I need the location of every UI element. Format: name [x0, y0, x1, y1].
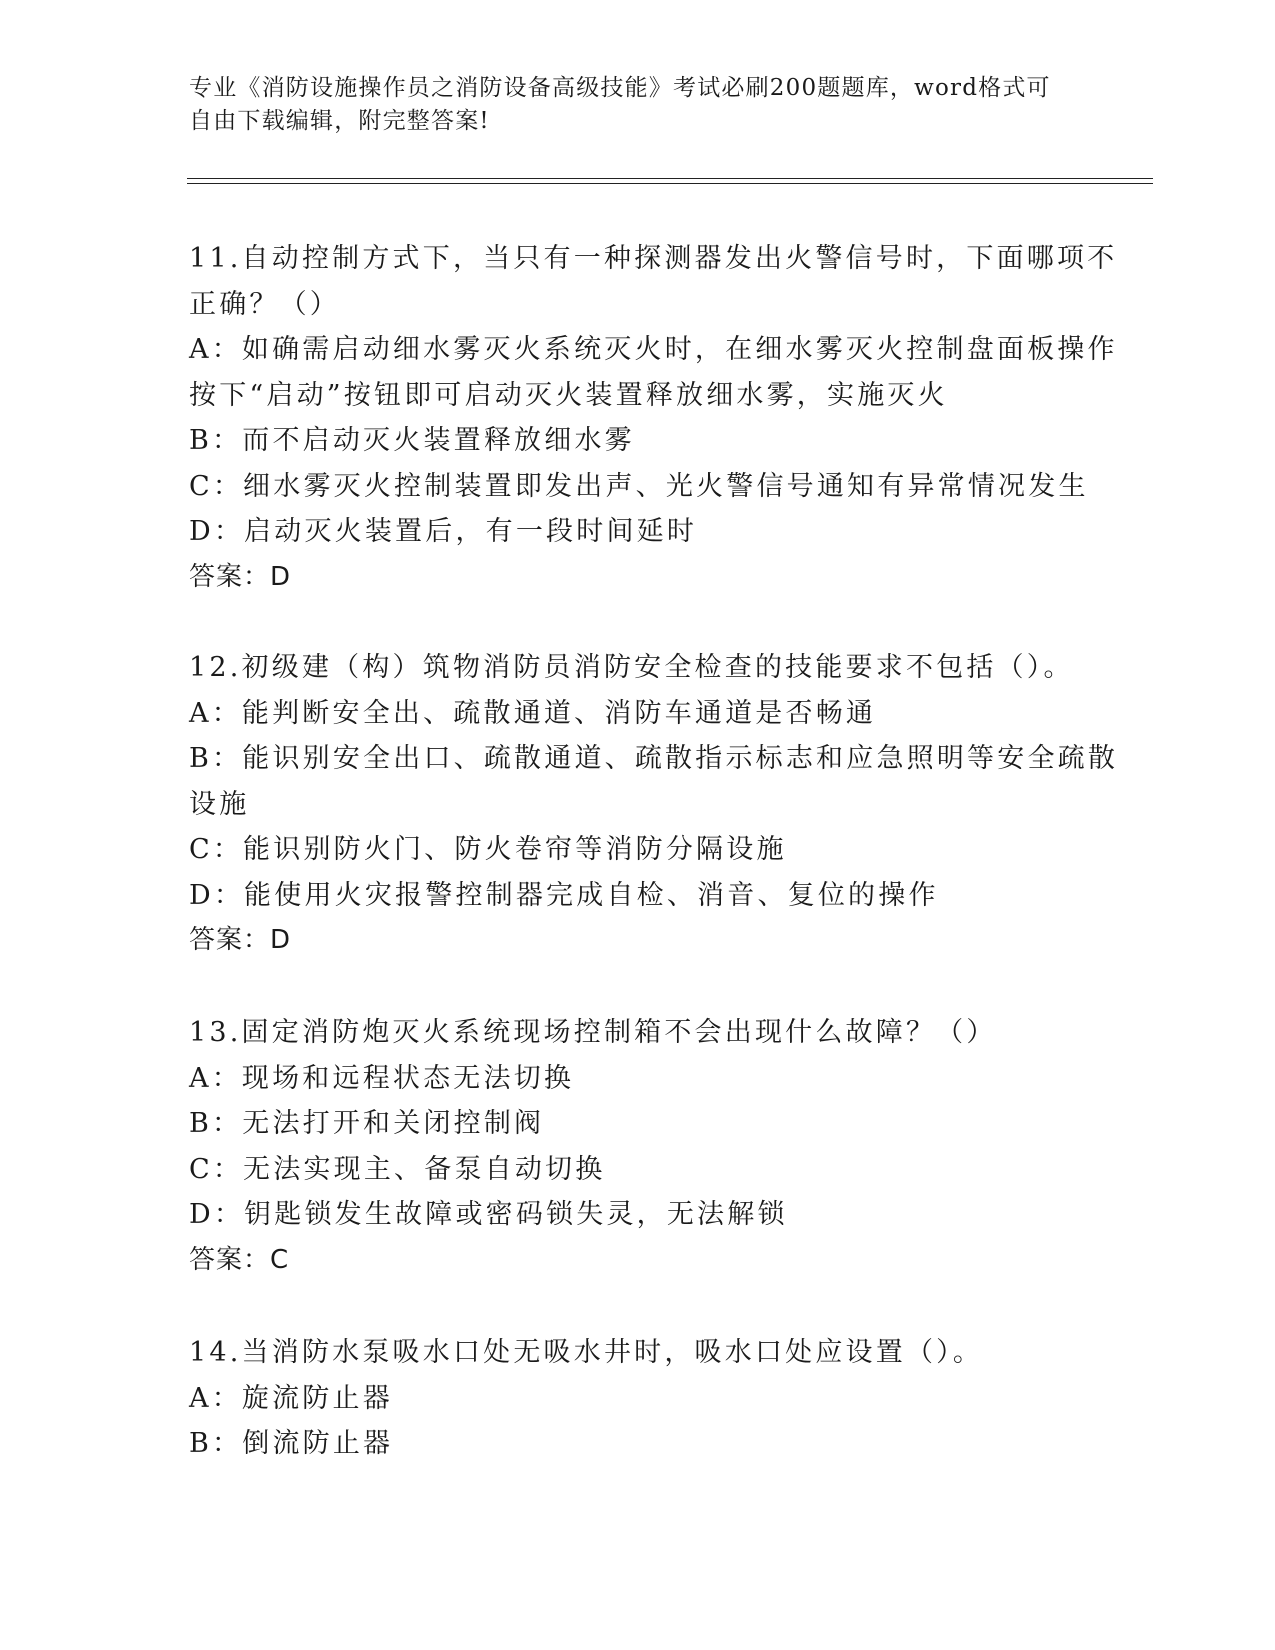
option-a-continued: 按下“启动”按钮即可启动灭火装置释放细水雾，实施灭火	[189, 379, 948, 411]
document-header	[189, 72, 1089, 138]
option-b-continued: 设施	[189, 788, 250, 820]
question-block	[189, 1330, 1089, 1467]
answer-label: 答案：D	[189, 561, 292, 592]
header-divider-top	[187, 178, 1153, 179]
option-b: B：无法打开和关闭控制阀	[189, 1108, 545, 1139]
answer-label: 答案：D	[189, 925, 292, 955]
header-divider-bottom	[187, 183, 1153, 184]
header-line: 专业《消防设施操作员之消防设备高级技能》考试必刷200题题库，word格式可	[189, 75, 1051, 101]
question-stem: 11.自动控制方式下，当只有一种探测器发出火警信号时，下面哪项不	[189, 243, 1118, 274]
question-block	[189, 645, 1119, 964]
option-d: D：能使用火灾报警控制器完成自检、消音、复位的操作	[189, 879, 939, 911]
option-a: A：现场和远程状态无法切换	[189, 1062, 575, 1094]
question-stem: 14.当消防水泵吸水口处无吸水井时，吸水口处应设置（）。	[189, 1337, 984, 1368]
question-stem: 13.固定消防炮灭火系统现场控制箱不会出现什么故障？（）	[189, 1017, 997, 1048]
option-a: A：能判断安全出、疏散通道、消防车通道是否畅通	[189, 697, 877, 729]
option-c: C：能识别防火门、防火卷帘等消防分隔设施	[189, 834, 787, 865]
option-d: D：钥匙锁发生故障或密码锁失灵，无法解锁	[189, 1199, 788, 1230]
option-b: B：而不启动灭火装置释放细水雾	[189, 425, 635, 456]
option-c: C：无法实现主、备泵自动切换	[189, 1153, 606, 1185]
question-block	[189, 1010, 1089, 1283]
question-stem: 12.初级建（构）筑物消防员消防安全检查的技能要求不包括（）。	[189, 652, 1074, 683]
option-b: B：能识别安全出口、疏散通道、疏散指示标志和应急照明等安全疏散	[189, 743, 1119, 774]
option-c: C：细水雾灭火控制装置即发出声、光火警信号通知有异常情况发生	[189, 470, 1089, 502]
question-block	[189, 236, 1118, 600]
option-a: A：旋流防止器	[189, 1382, 393, 1414]
question-stem: 正确？（）	[189, 288, 340, 320]
option-a: A：如确需启动细水雾灭火系统灭火时，在细水雾灭火控制盘面板操作	[189, 334, 1118, 365]
answer-label: 答案：C	[189, 1244, 290, 1275]
option-b: B：倒流防止器	[189, 1428, 394, 1459]
option-d: D：启动灭火装置后，有一段时间延时	[189, 516, 698, 547]
header-line: 自由下载编辑，附完整答案!	[189, 108, 490, 134]
